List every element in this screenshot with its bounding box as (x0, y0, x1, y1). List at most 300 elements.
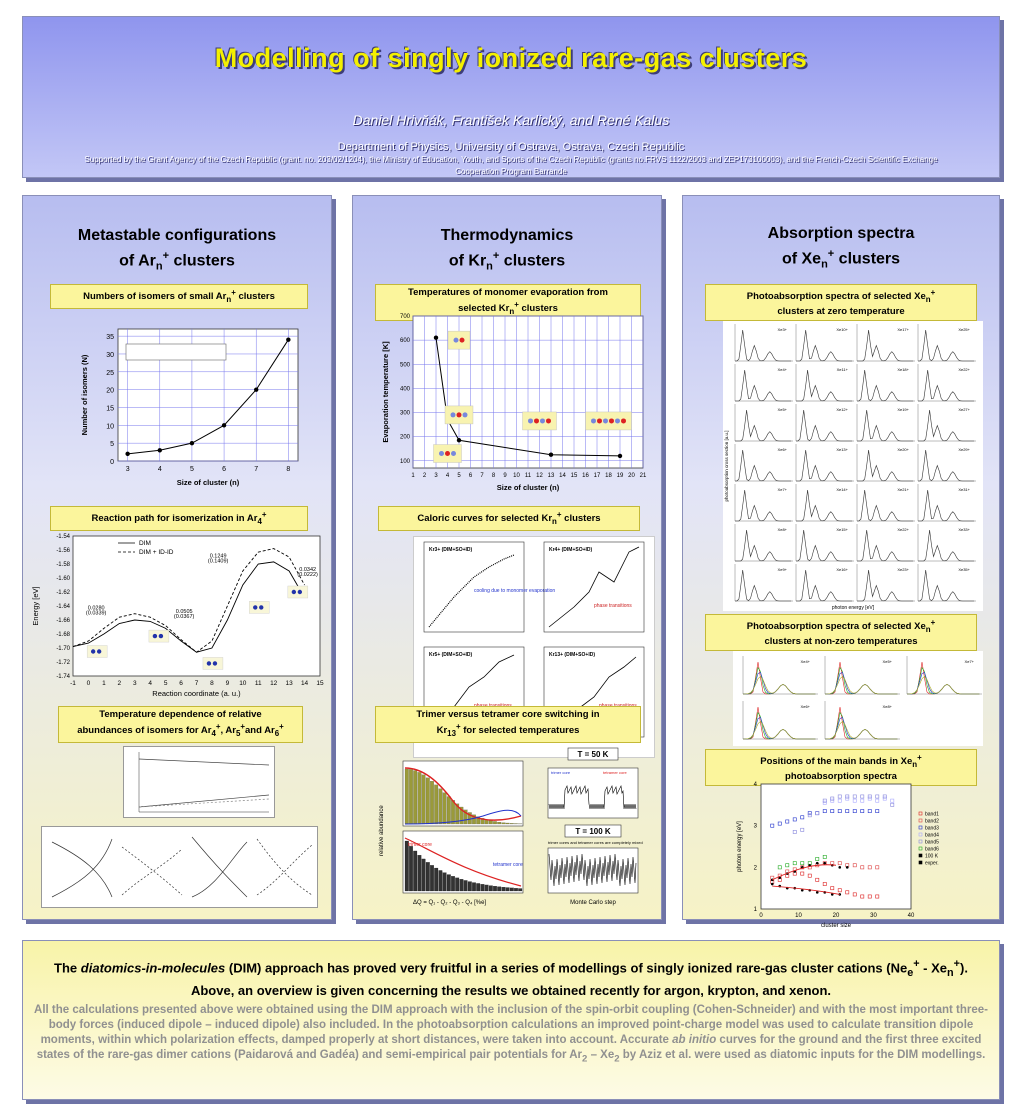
y-tick-label: 700 (399, 314, 410, 320)
abundance-ar4-plot (123, 746, 275, 818)
spectrum-line (907, 673, 980, 695)
spectrum-line (825, 676, 898, 694)
legend-label: band1 (925, 811, 939, 818)
spectrum-panel-label: Xe22+ (958, 367, 970, 372)
section-label-caloric: Caloric curves for selected $Kr_n^+$ clusters (378, 506, 640, 531)
histogram-bar (405, 841, 409, 891)
spectrum-line (907, 662, 980, 694)
histogram-bar (426, 778, 430, 824)
y-tick-label: -1.66 (56, 618, 70, 624)
legend-label: band2 (925, 818, 939, 825)
annotation: 0.0505 (175, 609, 193, 615)
spectrum-line (918, 490, 974, 521)
x-tick-label: 4 (157, 466, 162, 473)
atom (534, 418, 539, 423)
legend-box (126, 344, 226, 360)
atom (463, 412, 468, 417)
histogram-bar (464, 880, 468, 891)
spectrum-line (918, 370, 974, 401)
data-point (823, 862, 826, 865)
plot-area (73, 536, 320, 676)
legend-marker (919, 854, 922, 857)
histogram-bar (422, 775, 426, 824)
legend-marker (919, 840, 922, 843)
data-point (771, 883, 774, 886)
spectrum-line (743, 668, 816, 694)
y-tick-label: -1.54 (56, 534, 70, 540)
legend-marker (919, 812, 922, 815)
x-tick-label: 14 (559, 473, 566, 479)
legend-marker (919, 847, 922, 850)
evaporation-chart (378, 311, 658, 501)
atom (253, 605, 257, 609)
histogram-bar (514, 888, 518, 891)
histogram-bar (472, 883, 476, 891)
data-point (254, 387, 258, 391)
y-tick-label: -1.64 (56, 604, 70, 610)
y-axis-label: Evaporation temperature [K] (381, 341, 390, 443)
atom (615, 418, 620, 423)
y-tick-label: -1.60 (56, 576, 70, 582)
legend-marker (919, 819, 922, 822)
x-tick-label: 6 (222, 466, 227, 473)
spectrum-panel-label: Xe35+ (958, 567, 970, 572)
spectrum-line (735, 570, 791, 601)
x-tick-label: 15 (570, 473, 578, 479)
data-point (125, 452, 129, 456)
svg-text:Kr5+ (DIM+SO+ID): Kr5+ (DIM+SO+ID) (429, 652, 473, 658)
x-tick-label: 2 (422, 473, 427, 479)
y-tick-label: 1 (753, 907, 757, 913)
x-tick-label: 1 (411, 473, 415, 479)
spectrum-line (743, 707, 816, 739)
x-tick-label: 18 (605, 473, 612, 479)
annotation: 0.1249 (209, 553, 227, 560)
y-tick-label: 4 (753, 782, 757, 788)
x-tick-label: 13 (547, 473, 555, 479)
histogram-bar (451, 876, 455, 891)
histogram-bar (510, 823, 514, 824)
histogram-bar (409, 769, 413, 824)
data-point (838, 866, 841, 869)
atom (445, 451, 450, 456)
histogram-bar (430, 781, 434, 824)
histogram-bar (468, 882, 472, 891)
legend-label: band3 (925, 825, 939, 832)
data-point (190, 441, 194, 445)
histogram-bar (439, 870, 443, 891)
legend-label: DIM + ID-ID (139, 549, 174, 556)
spectrum-panel-label: Xe3+ (777, 327, 787, 332)
spectrum-line (857, 530, 913, 561)
spectrum-panel-label: Xe7+ (777, 487, 787, 492)
spectrum-line (735, 490, 791, 521)
histogram-bar (430, 865, 434, 891)
svg-text:trimer core: trimer core (551, 770, 571, 775)
y-tick-label: 2 (753, 865, 757, 872)
x-tick-label: 19 (616, 473, 624, 479)
atom (292, 590, 296, 594)
spectrum-panel-label: Xe5+ (777, 407, 787, 412)
atom (451, 412, 456, 417)
y-tick-label: 0 (110, 459, 114, 466)
data-point (158, 448, 162, 452)
legend-label: band6 (925, 846, 939, 853)
spectrum-panel-label: Xe13+ (836, 447, 848, 452)
column-argon (22, 195, 332, 920)
spectrum-line (857, 370, 913, 401)
spectrum-panel-label: Xe19+ (897, 407, 909, 412)
spectrum-line (743, 662, 816, 694)
y-tick-label: -1.72 (56, 660, 70, 666)
methods-paragraph: All the calculations presented above were obtained using the DIM approach with the inclusion of the spin-orbit coupling (Cohen-Schneider) and with the most important three-body forces (induced dipole – induced dipole) also included. In the photoabsorption calculations an improved point-charge model was used to calculate transition dipole moments, within which polarization effects, damped properly at short distances, were taken into account. Accurate ab initio curves for the ground and the first three excited states of the rare-gas dimer cations (Paidarová and Gadéa) and semi-empirical pair potentials for $Ar_2 - Xe_2$ by Aziz et al. were used as diatomic inputs for the DIM modellings. (34, 1004, 988, 1065)
annotation: 0.0280 (87, 605, 105, 612)
legend-label: DIM (139, 540, 151, 547)
legend-marker (919, 861, 922, 864)
spectrum-panel-label: Xe20+ (897, 447, 909, 452)
histogram-bar (489, 886, 493, 891)
x-tick-label: 30 (870, 913, 877, 919)
poster-support: Supported by the Grant Agency of the Czech Republic (grant. no. 203/02/1204), the Ministry of Education, Youth, and Sports of the Czech Republic (grants no.FRVS 1122/2003 and ZEP173100003), and the French-Czech Scientific Exchange Cooperation Program Barrande (84, 155, 938, 176)
spectrum-line (743, 713, 816, 739)
spectrum-panel-label: Xe8+ (777, 527, 787, 532)
atom (621, 418, 626, 423)
spectrum-panel-label: Xe15+ (836, 527, 848, 532)
spectrum-line (857, 330, 913, 361)
spectrum-panel-label: Xe7+ (964, 659, 974, 664)
histogram-bar (497, 822, 501, 824)
y-tick-label: 400 (399, 386, 410, 393)
atom (259, 605, 263, 609)
spectrum-line (743, 718, 816, 740)
svg-text:tetramer core: tetramer core (603, 770, 627, 775)
histogram-bar (518, 889, 522, 891)
data-point (816, 891, 819, 894)
spectrum-line (796, 410, 852, 441)
y-axis-label: Number of isomers (N) (80, 354, 89, 436)
histogram-bar (418, 772, 422, 824)
x-axis-label: Reaction coordinate (a. u.) (152, 689, 241, 698)
x-tick-label: 8 (491, 473, 496, 479)
svg-text:cooling due to monomer evapora: cooling due to monomer evaporation (474, 588, 556, 594)
spectrum-line (907, 668, 980, 694)
spectrum-line (796, 450, 852, 481)
trimer-tetramer-figure (373, 746, 643, 911)
spectrum-panel-label: Xe27+ (958, 407, 970, 412)
section-label-zero-temperature: Photoabsorption spectra of selected $Xe_n^+$ clusters at zero temperature (705, 284, 977, 321)
histogram-bar (405, 769, 409, 824)
y-tick-label: 25 (106, 369, 114, 377)
y-tick-label: 30 (106, 351, 114, 359)
poster-footer (22, 940, 1000, 1100)
x-tick-label: 20 (628, 473, 635, 479)
y-tick-label: -1.70 (56, 646, 70, 652)
y-tick-label: 35 (106, 334, 114, 342)
histogram-bar (493, 886, 497, 891)
x-tick-label: 21 (639, 473, 647, 479)
reaction-path-chart (28, 531, 328, 701)
atom (603, 418, 608, 423)
spectrum-line (907, 676, 980, 694)
histogram-bar (455, 878, 459, 891)
summary-paragraph: The diatomics-in-molecules (DIM) approach has proved very fruitful in a series of modellings of singly ionized rare-gas cluster cations $(Ne_e^+ - Xe_n^+)$. Above, an overview is given concerning the results we obtained recently for argon, krypton, and xenon. (54, 958, 968, 998)
x-tick-label: 10 (795, 913, 802, 919)
annotation: (0.1409) (207, 558, 229, 565)
spectrum-panel-label: Xe33+ (958, 527, 970, 532)
histogram-bar (489, 821, 493, 824)
x-tick-label: 5 (163, 680, 168, 687)
section-label-reaction-path: Reaction path for isomerization in $Ar_4^+$ (50, 506, 308, 531)
spectrum-line (796, 370, 852, 401)
histogram-bar (443, 793, 447, 824)
x-tick-label: 8 (210, 680, 214, 687)
poster-authors: Daniel Hrivňák, František Karlický, and René Kalus (352, 112, 670, 128)
section-label-evaporation: Temperatures of monomer evaporation from selected $Kr_n^+$ clusters (375, 284, 641, 321)
spectrum-line (735, 450, 791, 481)
poster-header (22, 16, 1000, 178)
data-point (618, 454, 622, 458)
x-tick-label: 4 (445, 473, 450, 479)
x-tick-label: 3 (125, 466, 130, 473)
x-tick-label: 0 (86, 680, 91, 687)
spectrum-panel-label: Xe18+ (897, 367, 909, 372)
spectrum-line (735, 530, 791, 561)
histogram-bar (451, 800, 455, 824)
histogram-bar (497, 887, 501, 891)
x-tick-label: 16 (582, 473, 589, 479)
y-tick-label: 20 (106, 387, 114, 395)
spectrum-panel-label: Xe5+ (882, 659, 892, 664)
data-point (816, 862, 819, 865)
histogram-bar (506, 823, 510, 824)
spectrum-panel-label: Xe11+ (836, 367, 848, 372)
atom (439, 451, 444, 456)
atom (159, 634, 163, 638)
x-tick-label: 5 (189, 466, 194, 473)
spectrum-panel-label: Xe6+ (777, 447, 787, 452)
data-point (222, 423, 226, 427)
histogram-bar (434, 868, 438, 891)
spectrum-line (743, 673, 816, 695)
y-tick-label: -1.74 (56, 674, 70, 680)
spectrum-panel-label: Xe17+ (897, 327, 909, 332)
cluster-thumbnail (523, 412, 557, 430)
histogram-bar (447, 797, 451, 824)
svg-text:T = 50 K: T = 50 K (577, 750, 609, 759)
annotation: (0.0222) (297, 571, 318, 578)
histogram-bar (434, 785, 438, 824)
atom (91, 649, 95, 653)
band-positions-chart (731, 779, 996, 929)
spectrum-line (918, 410, 974, 441)
x-tick-label: 7 (254, 466, 259, 473)
spectrum-panel-label: Xe21+ (897, 487, 909, 492)
section-label-band-positions: Positions of the main bands in $Xe_n^+$ photoabsorption spectra (705, 749, 977, 786)
legend-marker (919, 826, 922, 829)
spectrum-line (825, 668, 898, 694)
spectrum-line (735, 370, 791, 401)
y-axis-label: photoabsorption cross section [a.u.] (724, 430, 729, 502)
atom (597, 418, 602, 423)
histogram-bar (506, 888, 510, 891)
spectrum-line (743, 721, 816, 739)
spectrum-line (796, 530, 852, 561)
histogram-bar (485, 885, 489, 891)
spectrum-panel-label: Xe23+ (897, 567, 909, 572)
spectrum-line (857, 490, 913, 521)
atom (591, 418, 596, 423)
x-tick-label: 40 (907, 913, 915, 919)
atom (609, 418, 614, 423)
atom (546, 418, 551, 423)
x-axis-label: Size of cluster (n) (176, 478, 240, 487)
spectrum-panel-label: Xe4+ (800, 659, 810, 664)
spectrum-line (796, 330, 852, 361)
atom (213, 661, 217, 665)
svg-text:trimer core: trimer core (408, 842, 432, 848)
atom (528, 418, 533, 423)
x-tick-label: 1 (102, 680, 106, 687)
histogram-bar (422, 859, 426, 891)
annotation: 0.0342 (299, 567, 317, 573)
svg-text:relative abundance: relative abundance (379, 805, 385, 856)
column-title: Absorption spectra of $Xe_n^+$ clusters (767, 225, 915, 271)
data-point (434, 336, 438, 340)
histogram-bar (426, 862, 430, 891)
x-tick-label: 12 (536, 473, 543, 479)
x-tick-label: 9 (225, 680, 230, 687)
spectrum-panel-label: Xe4+ (777, 367, 787, 372)
x-axis-label: photon energy [eV] (831, 605, 875, 611)
spectrum-line (918, 330, 974, 361)
x-tick-label: 3 (434, 473, 438, 479)
y-tick-label: -1.56 (56, 548, 70, 554)
spectrum-line (918, 450, 974, 481)
annotation: (0.0367) (173, 613, 195, 620)
x-tick-label: 6 (179, 680, 183, 687)
legend-label: exper. (925, 860, 939, 867)
atom (451, 451, 456, 456)
y-tick-label: 500 (399, 362, 410, 369)
spectrum-panel-label: Xe16+ (836, 567, 848, 572)
svg-text:Kr13+ (DIM+SO+ID): Kr13+ (DIM+SO+ID) (549, 652, 595, 658)
spectrum-line (857, 450, 913, 481)
zero-temperature-spectra (723, 321, 983, 611)
data-point (549, 453, 553, 457)
x-tick-label: 7 (194, 680, 199, 687)
spectrum-line (825, 721, 898, 739)
y-tick-label: 100 (399, 458, 410, 465)
atom (454, 338, 459, 343)
data-point (457, 438, 461, 442)
x-tick-label: 15 (316, 680, 324, 687)
atom (460, 338, 465, 343)
svg-text:trimer cores and tetramer core: trimer cores and tetramer cores are completely mixed (548, 840, 643, 845)
x-tick-label: 3 (132, 680, 137, 687)
legend-label: band4 (925, 832, 939, 839)
atom (97, 649, 101, 653)
y-tick-label: -1.62 (56, 590, 70, 596)
x-tick-label: 2 (117, 680, 122, 687)
spectrum-line (857, 410, 913, 441)
atom (153, 634, 157, 638)
svg-text:T = 100 K: T = 100 K (575, 827, 611, 836)
x-tick-label: 9 (503, 473, 507, 479)
spectrum-line (825, 718, 898, 740)
x-tick-label: 4 (148, 680, 152, 687)
y-tick-label: 200 (399, 434, 410, 441)
section-label-nonzero-temperature: Photoabsorption spectra of selected $Xe_n^+$ clusters at non-zero temperatures (705, 614, 977, 651)
spectrum-panel-label: Xe12+ (836, 407, 848, 412)
spectrum-panel-label: Xe14+ (836, 487, 848, 492)
spectrum-panel-label: Xe10+ (836, 327, 848, 332)
spectrum-panel-label: Xe31+ (958, 487, 970, 492)
spectrum-line (857, 570, 913, 601)
cluster-thumbnail (448, 331, 470, 349)
histogram-bar (460, 879, 464, 891)
y-axis-label: photon energy [eV] (737, 821, 743, 872)
histogram-bar (418, 855, 422, 891)
x-tick-label: 13 (285, 680, 293, 687)
histogram-bar (447, 875, 451, 891)
histogram-bar (502, 887, 506, 891)
annotation: (0.0339) (85, 610, 107, 617)
svg-text:ΔQ = Q₁ - Q₂ - Q₃ - Q₄ [%e]: ΔQ = Q₁ - Q₂ - Q₃ - Q₄ [%e] (413, 900, 487, 906)
y-tick-label: 300 (399, 410, 410, 417)
x-tick-label: 10 (239, 680, 247, 687)
spectrum-line (743, 676, 816, 694)
histogram-bar (413, 771, 417, 824)
spectrum-panel-label: Xe6+ (800, 704, 810, 709)
x-tick-label: 11 (524, 473, 532, 479)
histogram-bar (476, 883, 480, 891)
section-label-trimer: Trimer versus tetramer core switching in $Kr_{13}^+$ for selected temperatures (375, 706, 641, 743)
x-axis-label: cluster size (820, 923, 852, 929)
spectrum-line (825, 673, 898, 695)
y-tick-label: 15 (106, 405, 114, 413)
column-title: Thermodynamics of $Kr_n^+$ clusters (440, 227, 574, 273)
section-label-temperature: Temperature dependence of relative abundances of isomers for $Ar_4^+$, $Ar_5^+and$ $Ar_6^+$ (58, 706, 303, 743)
spectrum-panel-label: Xe25+ (958, 327, 970, 332)
x-tick-label: 20 (832, 913, 840, 919)
poster-title: Modelling of singly ionized rare-gas clusters (214, 43, 808, 73)
histogram-bar (409, 846, 413, 891)
atom (457, 412, 462, 417)
spectrum-line (735, 330, 791, 361)
x-tick-label: 17 (593, 473, 601, 479)
spectrum-line (918, 570, 974, 601)
x-tick-label: -1 (70, 680, 76, 687)
x-tick-label: 0 (759, 913, 763, 919)
spectrum-line (825, 713, 898, 739)
spectrum-line (735, 410, 791, 441)
svg-text:phase transitions: phase transitions (594, 603, 632, 609)
legend-label: 100 K (925, 853, 939, 860)
spectrum-line (918, 530, 974, 561)
spectrum-line (825, 707, 898, 739)
abundance-ar5-ar6-plots (41, 826, 318, 908)
y-axis-label: Energy [eV] (31, 586, 40, 626)
y-tick-label: -1.58 (56, 562, 70, 568)
spectrum-line (796, 490, 852, 521)
data-point (846, 866, 849, 869)
svg-text:Monte Carlo step: Monte Carlo step (570, 900, 616, 906)
x-tick-label: 5 (457, 473, 461, 479)
poster-department: Department of Physics, University of Ostrava, Ostrava, Czech Republic (337, 141, 685, 153)
y-tick-label: 3 (753, 823, 757, 830)
spectrum-panel-label: Xe8+ (882, 704, 892, 709)
legend-label: band5 (925, 839, 939, 846)
